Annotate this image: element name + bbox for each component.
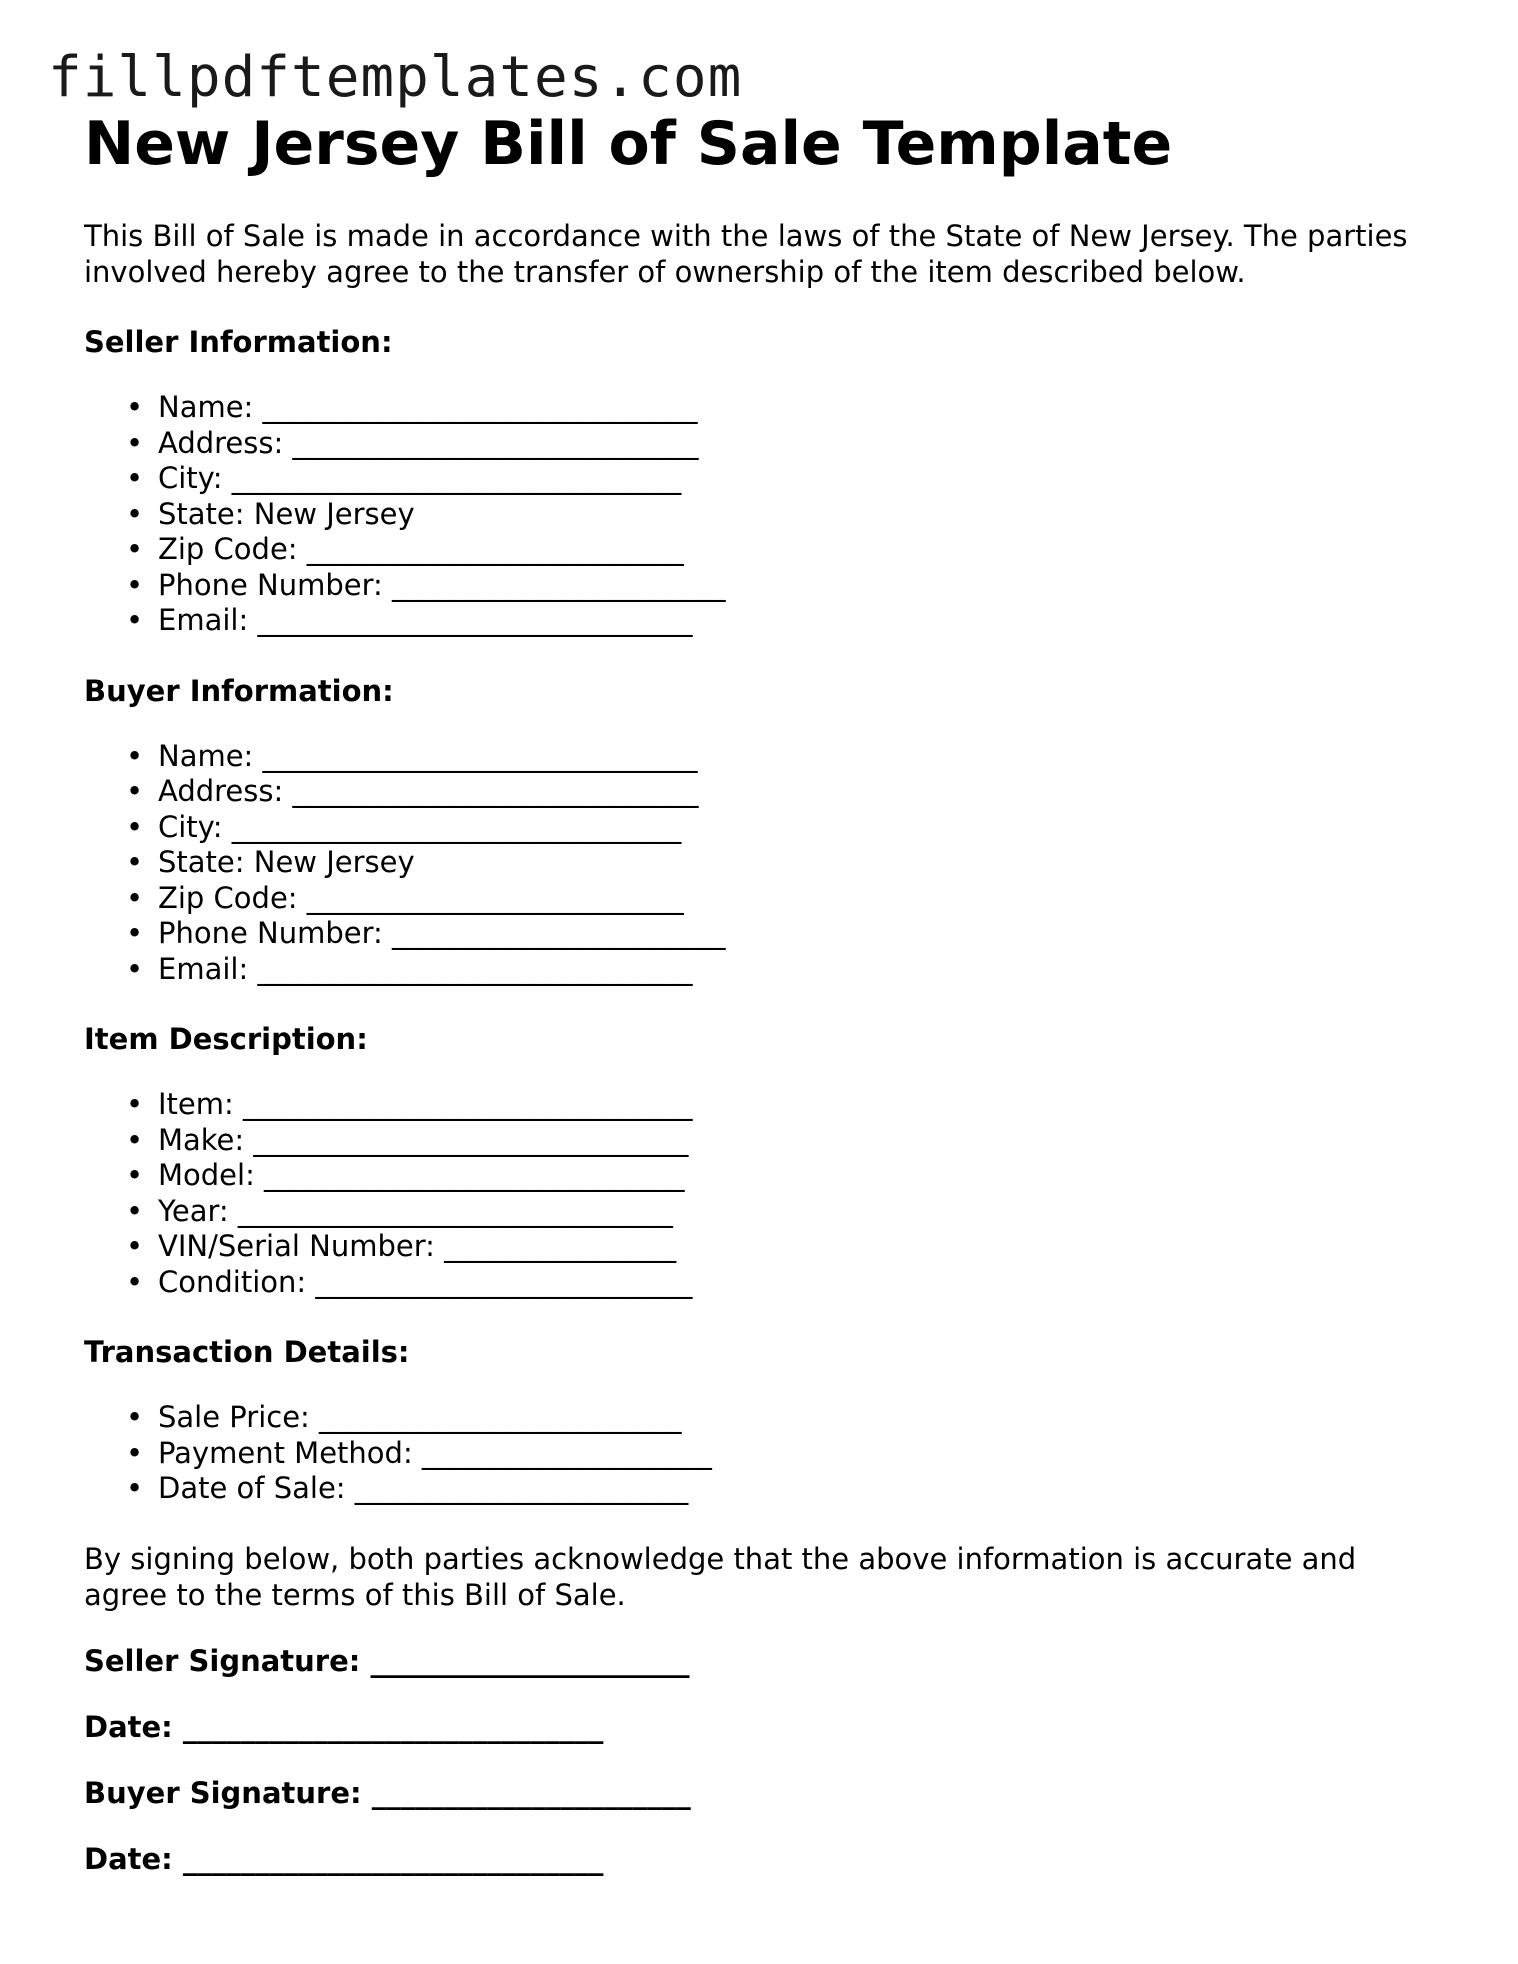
date-of-sale-field: • Date of Sale: _______________________ [126,1471,689,1505]
sale-price-field: • Sale Price: _________________________ [126,1400,682,1434]
bullet: • [126,390,144,424]
bullet: • [126,1471,144,1505]
bullet: • [126,809,144,844]
intro-paragraph: This Bill of Sale is made in accordance with the laws of the State of New Jersey. The parties involved hereby agree to the transfer of ownership of the item described below. [84,219,1408,289]
seller-zip-field: • Zip Code: __________________________ [126,532,684,566]
bullet: • [126,1435,144,1470]
bullet: • [126,1400,144,1434]
buyer-field-list [84,739,1424,988]
seller-section-heading: Seller Information: [84,325,393,359]
buyer-city-field: • City: _______________________________ [126,809,682,844]
buyer-state-field: • State: New Jersey [126,845,415,879]
seller-signature-line: Seller Signature: ______________________ [84,1643,690,1678]
model-field: • Model: _____________________________ [126,1158,685,1192]
transaction-section-heading: Transaction Details: [84,1335,410,1369]
buyer-name-field: • Name: ______________________________ [126,738,698,773]
bullet: • [126,567,144,602]
item-field-list [84,1087,1424,1300]
bullet: • [126,1193,144,1228]
bullet: • [126,1229,144,1263]
year-field: • Year: ______________________________ [126,1193,673,1228]
bullet: • [126,1264,144,1299]
closing-paragraph: By signing below, both parties acknowledge that the above information is accurate and agree to the terms of this Bill of Sale. [84,1541,1357,1612]
seller-phone-field: • Phone Number: _______________________ [126,567,726,602]
buyer-phone-field: • Phone Number: _______________________ [126,916,726,950]
bullet: • [126,1158,144,1192]
bullet: • [126,461,144,495]
seller-state-field: • State: New Jersey [126,496,415,531]
transaction-field-list [84,1400,1424,1507]
condition-field: • Condition: __________________________ [126,1264,693,1299]
document-page [84,108,1424,1877]
buyer-address-field: • Address: ____________________________ [126,774,699,808]
bullet: • [126,880,144,915]
make-field: • Make: ______________________________ [126,1122,689,1157]
watermark-logo: fillpdftemplates.com [48,45,743,110]
buyer-zip-field: • Zip Code: __________________________ [126,880,684,915]
bullet: • [126,738,144,773]
buyer-signature-line: Buyer Signature: ______________________ [84,1775,691,1810]
buyer-section-heading: Buyer Information: [84,673,394,708]
bullet: • [126,1087,144,1121]
bullet: • [126,774,144,808]
buyer-date-line: Date: _____________________________ [84,1841,604,1876]
buyer-email-field: • Email: ______________________________ [126,951,693,986]
seller-field-list [84,390,1424,639]
document-title: New Jersey Bill of Sale Template [84,109,1173,179]
bullet: • [126,916,144,950]
bullet: • [126,496,144,531]
bullet: • [126,951,144,986]
bullet: • [126,425,144,460]
vin-serial-field: • VIN/Serial Number: ________________ [126,1229,677,1263]
bullet: • [126,845,144,879]
bullet: • [126,1122,144,1157]
item-section-heading: Item Description: [84,1022,368,1056]
seller-name-field: • Name: ______________________________ [126,390,698,424]
seller-date-line: Date: _____________________________ [84,1709,604,1744]
seller-city-field: • City: _______________________________ [126,461,682,495]
seller-address-field: • Address: ____________________________ [126,425,699,460]
bullet: • [126,603,144,637]
payment-method-field: • Payment Method: ____________________ [126,1435,712,1470]
seller-email-field: • Email: ______________________________ [126,603,693,637]
item-field: • Item: _______________________________ [126,1087,693,1121]
bullet: • [126,532,144,566]
